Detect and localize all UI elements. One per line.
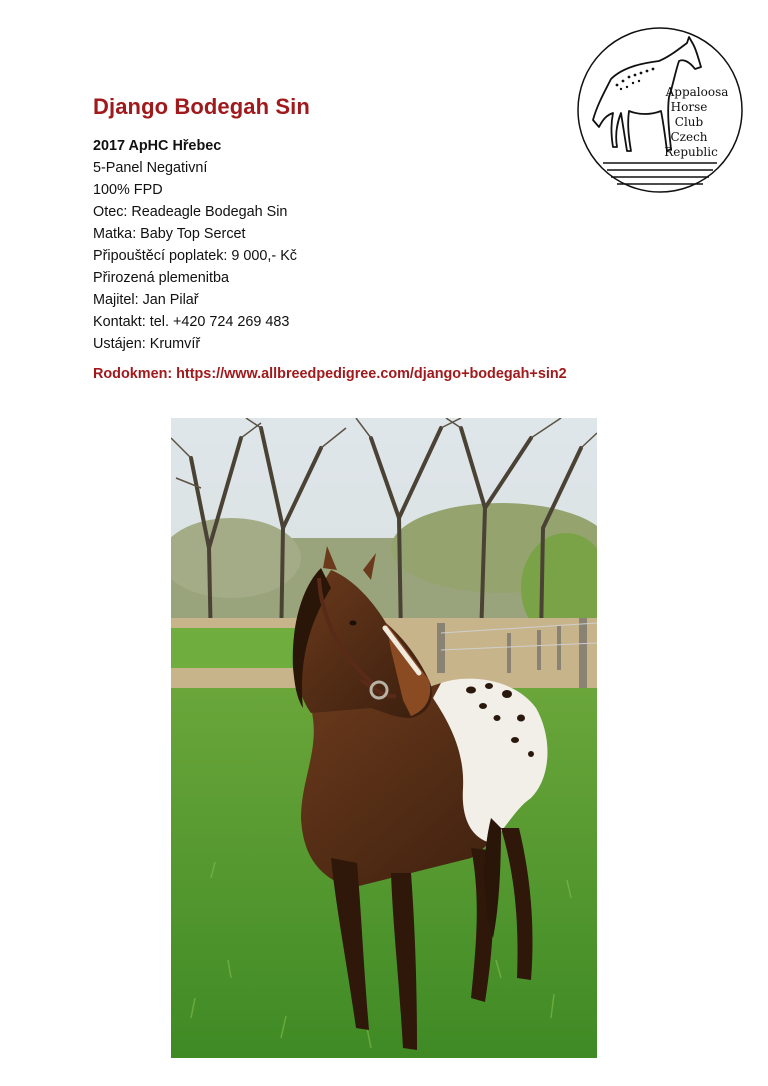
horse-photo xyxy=(171,418,597,1058)
pedigree-link[interactable]: Rodokmen: https://www.allbreedpedigree.com/django+bodegah+sin2 xyxy=(93,366,567,382)
info-owner: Majitel: Jan Pilař xyxy=(93,292,199,308)
info-fee: Připouštěcí poplatek: 9 000,- Kč xyxy=(93,248,297,264)
info-sire: Otec: Readeagle Bodegah Sin xyxy=(93,204,288,220)
info-fpd: 100% FPD xyxy=(93,182,163,198)
info-registration: 2017 ApHC Hřebec xyxy=(93,138,222,154)
club-logo xyxy=(575,27,745,195)
horse-info xyxy=(93,135,297,355)
info-dam: Matka: Baby Top Sercet xyxy=(93,226,246,242)
info-contact: Kontakt: tel. +420 724 269 483 xyxy=(93,314,290,330)
info-breeding: Přirozená plemenitba xyxy=(93,270,229,286)
logo-text-1: Appaloosa xyxy=(665,85,729,99)
page-title: Django Bodegah Sin xyxy=(93,94,310,119)
horse-logo-icon xyxy=(575,27,745,195)
info-panel: 5-Panel Negativní xyxy=(93,160,208,176)
logo-text-5: Republic xyxy=(664,145,718,159)
logo-text-4: Czech xyxy=(670,130,708,144)
logo-text-2: Horse xyxy=(670,100,708,114)
info-stable: Ustájen: Krumvíř xyxy=(93,336,201,352)
logo-text-3: Club xyxy=(674,115,704,129)
